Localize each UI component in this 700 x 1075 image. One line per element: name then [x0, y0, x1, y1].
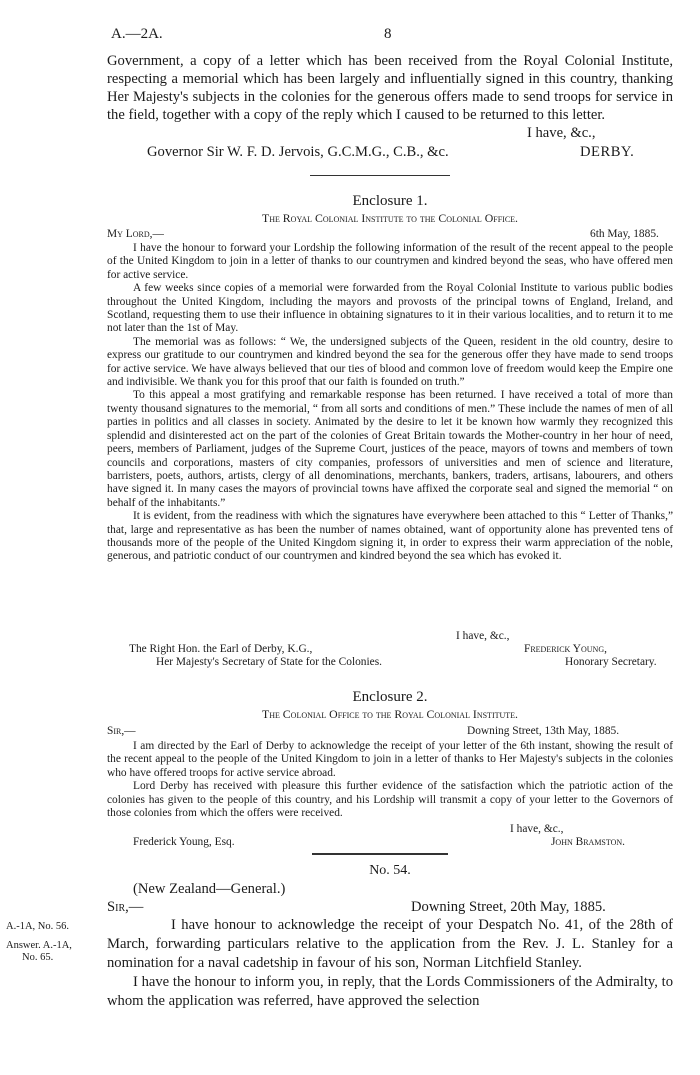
- enclosure2-date: Downing Street, 13th May, 1885.: [467, 725, 620, 737]
- margin-reference: No. 65.: [22, 952, 54, 963]
- opening-closing: I have, &c.,: [527, 125, 596, 141]
- enclosure2-paragraph: I am directed by the Earl of Derby to acknowledge the receipt of your letter of the 6th instant, showing the result of the recent appeal to the people of the United Kingdom to join in a letter of thanks to Her Majesty's subjects in the colonies who have offered troops for active service abroad.: [107, 740, 673, 779]
- enclosure2-subtitle: The Colonial Office to the Royal Colonial Institute.: [261, 707, 518, 721]
- page-number: 8: [384, 26, 392, 42]
- enclosure2-paragraph: Lord Derby has received with pleasure this further evidence of the satisfaction which the patriotic action of the colonies has given to the people of this country, and his Lordship will transmit a copy of your letter to the Governors of those colonies from which the offers were received.: [107, 780, 673, 820]
- page-reference: A.—2A.: [111, 26, 163, 42]
- enclosure2-salutation: Sir,—: [107, 725, 136, 737]
- enclosure1-paragraph: The memorial was as follows: “ We, the undersigned subjects of the Queen, resident in the old country, desire to express our gratitude to our countrymen and kindred beyond the sea for the generous offer they have made to send troops for active service. We have always believed that our ties of blood and common love of freedom would keep the Empire one and indivisible. We thank you for this proof that our faith is founded on truth.”: [107, 335, 673, 389]
- enclosure1-subtitle: The Royal Colonial Institute to the Colonial Office.: [261, 211, 518, 225]
- enclosure1-title: Enclosure 1.: [352, 193, 428, 209]
- section-divider: [312, 853, 448, 855]
- enclosure1-signer-name: Frederick Young,: [524, 643, 607, 655]
- opening-signature: DERBY.: [580, 144, 635, 160]
- no54-date: Downing Street, 20th May, 1885.: [411, 899, 606, 915]
- enclosure1-paragraph: I have the honour to forward your Lordship the following information of the result of the recent appeal to the people of the United Kingdom to join in a letter of thanks to our countrymen and kindred beyond the seas, who have offered men for active service.: [107, 242, 673, 281]
- margin-reference: A.-1A, No. 56.: [6, 921, 69, 932]
- enclosure2-title: Enclosure 2.: [352, 689, 428, 705]
- enclosure1-addressee-line1: The Right Hon. the Earl of Derby, K.G.,: [129, 643, 313, 655]
- no54-body: [107, 916, 673, 1011]
- opening-paragraph: Government, a copy of a letter which has been received from the Royal Colonial Institute, respecting a memorial which has been largely and influentially signed in this country, thanking Her Majesty's subjects in the colonies for the generous offers made to send troops for service in the field, together with a copy of the reply which I caused to be returned to this letter.: [107, 53, 673, 123]
- enclosure1-closing: I have, &c.,: [456, 630, 510, 642]
- enclosure1-addressee-line2: Her Majesty's Secretary of State for the Colonies.: [156, 656, 383, 668]
- enclosure2-closing: I have, &c.,: [510, 823, 564, 835]
- opening-addressee: Governor Sir W. F. D. Jervois, G.C.M.G., C.B., &c.: [147, 144, 449, 160]
- enclosure1-paragraph: To this appeal a most gratifying and remarkable response has been returned. I have received a total of more than twenty thousand signatures to the memorial, “ from all sorts and conditions of men.” These include the names of men of all parties in politics and all classes in society. Animated by the desire to let it be known how warmly they recognized this splendid and disinterested act on the part of the colonies of Great Britain towards the Mother-country in her hour of need, peers, members of Parliament, judges of the Supreme Court, justices of the peace, mayors of towns and members of town councils and corporations, masters of city companies, professors of universities and men of science and literature, barristers, poets, authors, artists, clergy of all denominations, merchants, bankers, traders, artisans, labourers, and others have signed it. In many cases the mayors of provincial towns have affixed the corporate seal and signed the memorial “ on behalf of the inhabitants.”: [107, 389, 673, 509]
- enclosure1-paragraph: A few weeks since copies of a memorial were forwarded from the Royal Colonial Institute to various public bodies throughout the United Kingdom, including the mayors and provosts of the principal towns of England, Ireland, and Scotland, requesting them to use their influence in obtaining signatures to it in their various localities, and to return it to me not later than the 1st of May.: [107, 282, 673, 335]
- section-divider: [310, 175, 450, 176]
- enclosure2-body: [107, 740, 673, 820]
- no54-paragraph: I have honour to acknowledge the receipt of your Despatch No. 41, of the 28th of March, forwarding particulars relative to the application from the Rev. J. L. Stanley for a nomination for a naval cadetship in favour of his son, Norman Litchfield Stanley.: [107, 917, 673, 971]
- enclosure1-signer-title: Honorary Secretary.: [565, 656, 657, 668]
- enclosure2-signer: John Bramston.: [551, 836, 626, 848]
- enclosure1-paragraph: It is evident, from the readiness with which the signatures have everywhere been attached to this “ Letter of Thanks,” that, large and representative as has been the number of names obtained, want of opportunity alone has prevented tens of thousands more of the people of the United Kingdom signing it, in order to express their warm appreciation of the noble, generous, and patriotic conduct of our countrymen and kindred beyond the sea which has evoked it.: [107, 510, 673, 563]
- enclosure2-addressee: Frederick Young, Esq.: [133, 836, 235, 848]
- no54-heading: (New Zealand—General.): [133, 881, 286, 897]
- enclosure1-date: 6th May, 1885.: [590, 228, 659, 240]
- no54-paragraph: I have the honour to inform you, in reply, that the Lords Commissioners of the Admiralty, to whom the application was referred, have approved the selection: [107, 974, 673, 1009]
- no54-title: No. 54.: [369, 863, 411, 878]
- enclosure1-body: [107, 242, 673, 564]
- margin-reference: Answer. A.-1A,: [6, 940, 72, 951]
- no54-salutation: Sir,—: [107, 899, 144, 915]
- enclosure1-salutation: My Lord,—: [107, 228, 164, 240]
